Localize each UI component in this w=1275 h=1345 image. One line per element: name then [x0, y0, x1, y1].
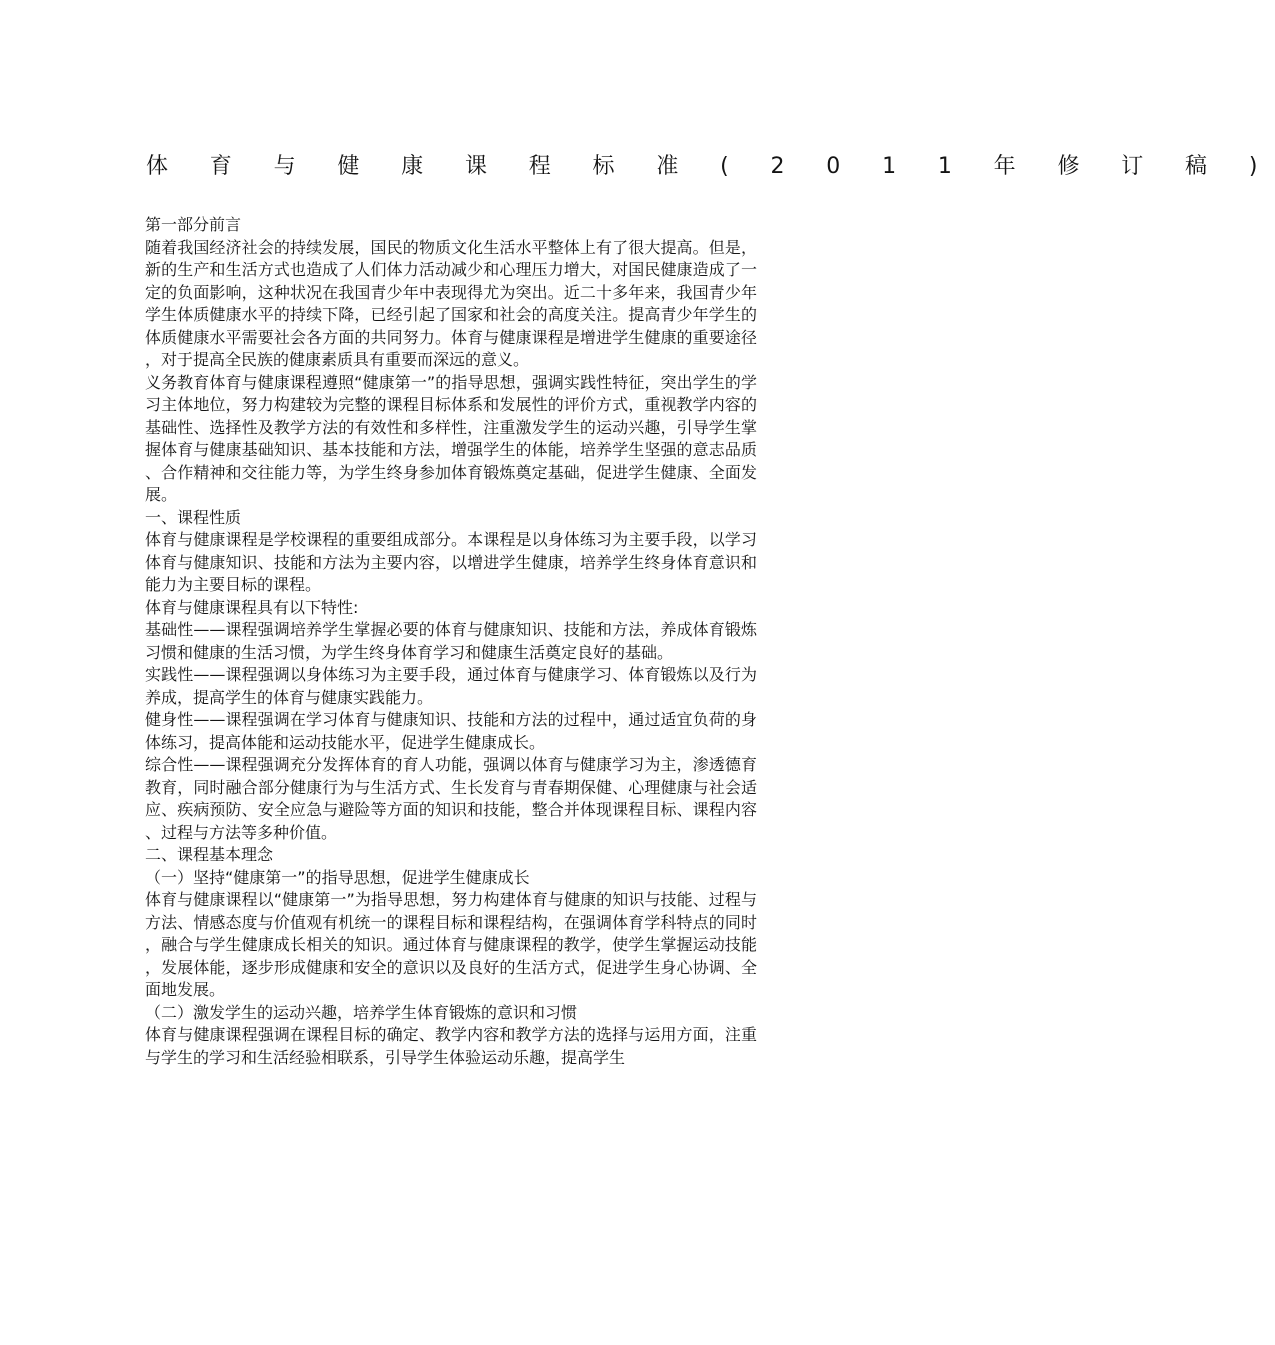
section-heading: 第一部分前言	[145, 215, 242, 234]
body-paragraph: 义务教育体育与健康课程遵照“健康第一”的指导思想，强调实践性特征，突出学生的学习主体地位，努力构建较为完整的课程目标体系和发展性的评价方式，重视教学内容的基础性、选择性及教学方法的有效性和多样性，注重激发学生的运动兴趣，引导学生掌握体育与健康基础知识、基本技能和方法，增强学生的体能，培养学生坚强的意志品质、合作精神和交往能力等，为学生终身参加体育锻炼奠定基础，促进学生健康、全面发展。	[145, 372, 757, 504]
document-body	[145, 214, 757, 1069]
body-paragraph: 随着我国经济社会的持续发展，国民的物质文化生活水平整体上有了很大提高。但是，新的生产和生活方式也造成了人们体力活动减少和心理压力增大，对国民健康造成了一定的负面影响，这种状况在我国青少年中表现得尤为突出。近二十多年来，我国青少年学生体质健康水平的持续下降，已经引起了国家和社会的高度关注。提高青少年学生的体质健康水平需要社会各方面的共同努力。体育与健康课程是增进学生健康的重要途径，对于提高全民族的健康素质具有重要而深远的意义。	[145, 237, 757, 369]
body-paragraph: 实践性——课程强调以身体练习为主要手段，通过体育与健康学习、体育锻炼以及行为养成，提高学生的体育与健康实践能力。	[145, 665, 757, 707]
body-paragraph: 基础性——课程强调培养学生掌握必要的体育与健康知识、技能和方法，养成体育锻炼习惯和健康的生活习惯，为学生终身体育学习和健康生活奠定良好的基础。	[145, 620, 757, 662]
body-paragraph: 健身性——课程强调在学习体育与健康知识、技能和方法的过程中，通过适宜负荷的身体练习，提高体能和运动技能水平，促进学生健康成长。	[145, 710, 757, 752]
body-paragraph: 体育与健康课程强调在课程目标的确定、教学内容和教学方法的选择与运用方面，注重与学生的学习和生活经验相联系，引导学生体验运动乐趣，提高学生	[145, 1025, 757, 1067]
section-heading: 一、课程性质	[145, 507, 242, 527]
section-heading: （二）激发学生的运动兴趣，培养学生体育锻炼的意识和习惯	[145, 1002, 578, 1022]
section-heading: 体育与健康课程具有以下特性:	[145, 597, 359, 617]
body-paragraph: 体育与健康课程以“健康第一”为指导思想，努力构建体育与健康的知识与技能、过程与方法、情感态度与价值观有机统一的课程目标和课程结构，在强调体育学科特点的同时，融合与学生健康成长相关的知识。通过体育与健康课程的教学，使学生掌握运动技能，发展体能，逐步形成健康和安全的意识以及良好的生活方式，促进学生身心协调、全面地发展。	[145, 890, 757, 999]
section-heading: （一）坚持“健康第一”的指导思想，促进学生健康成长	[145, 867, 530, 887]
body-paragraph: 体育与健康课程是学校课程的重要组成部分。本课程是以身体练习为主要手段，以学习体育与健康知识、技能和方法为主要内容，以增进学生健康，培养学生终身体育意识和能力为主要目标的课程。	[145, 530, 757, 594]
document-title: 体 育 与 健 康 课 程 标 准 ( 2 0 1 1 年 修 订 稿 )	[146, 154, 1275, 179]
body-paragraph: 综合性——课程强调充分发挥体育的育人功能，强调以体育与健康学习为主，渗透德育教育，同时融合部分健康行为与生活方式、生长发育与青春期保健、心理健康与社会适应、疾病预防、安全应急与避险等方面的知识和技能，整合并体现课程目标、课程内容、过程与方法等多种价值。	[145, 755, 757, 842]
section-heading: 二、课程基本理念	[145, 845, 274, 864]
